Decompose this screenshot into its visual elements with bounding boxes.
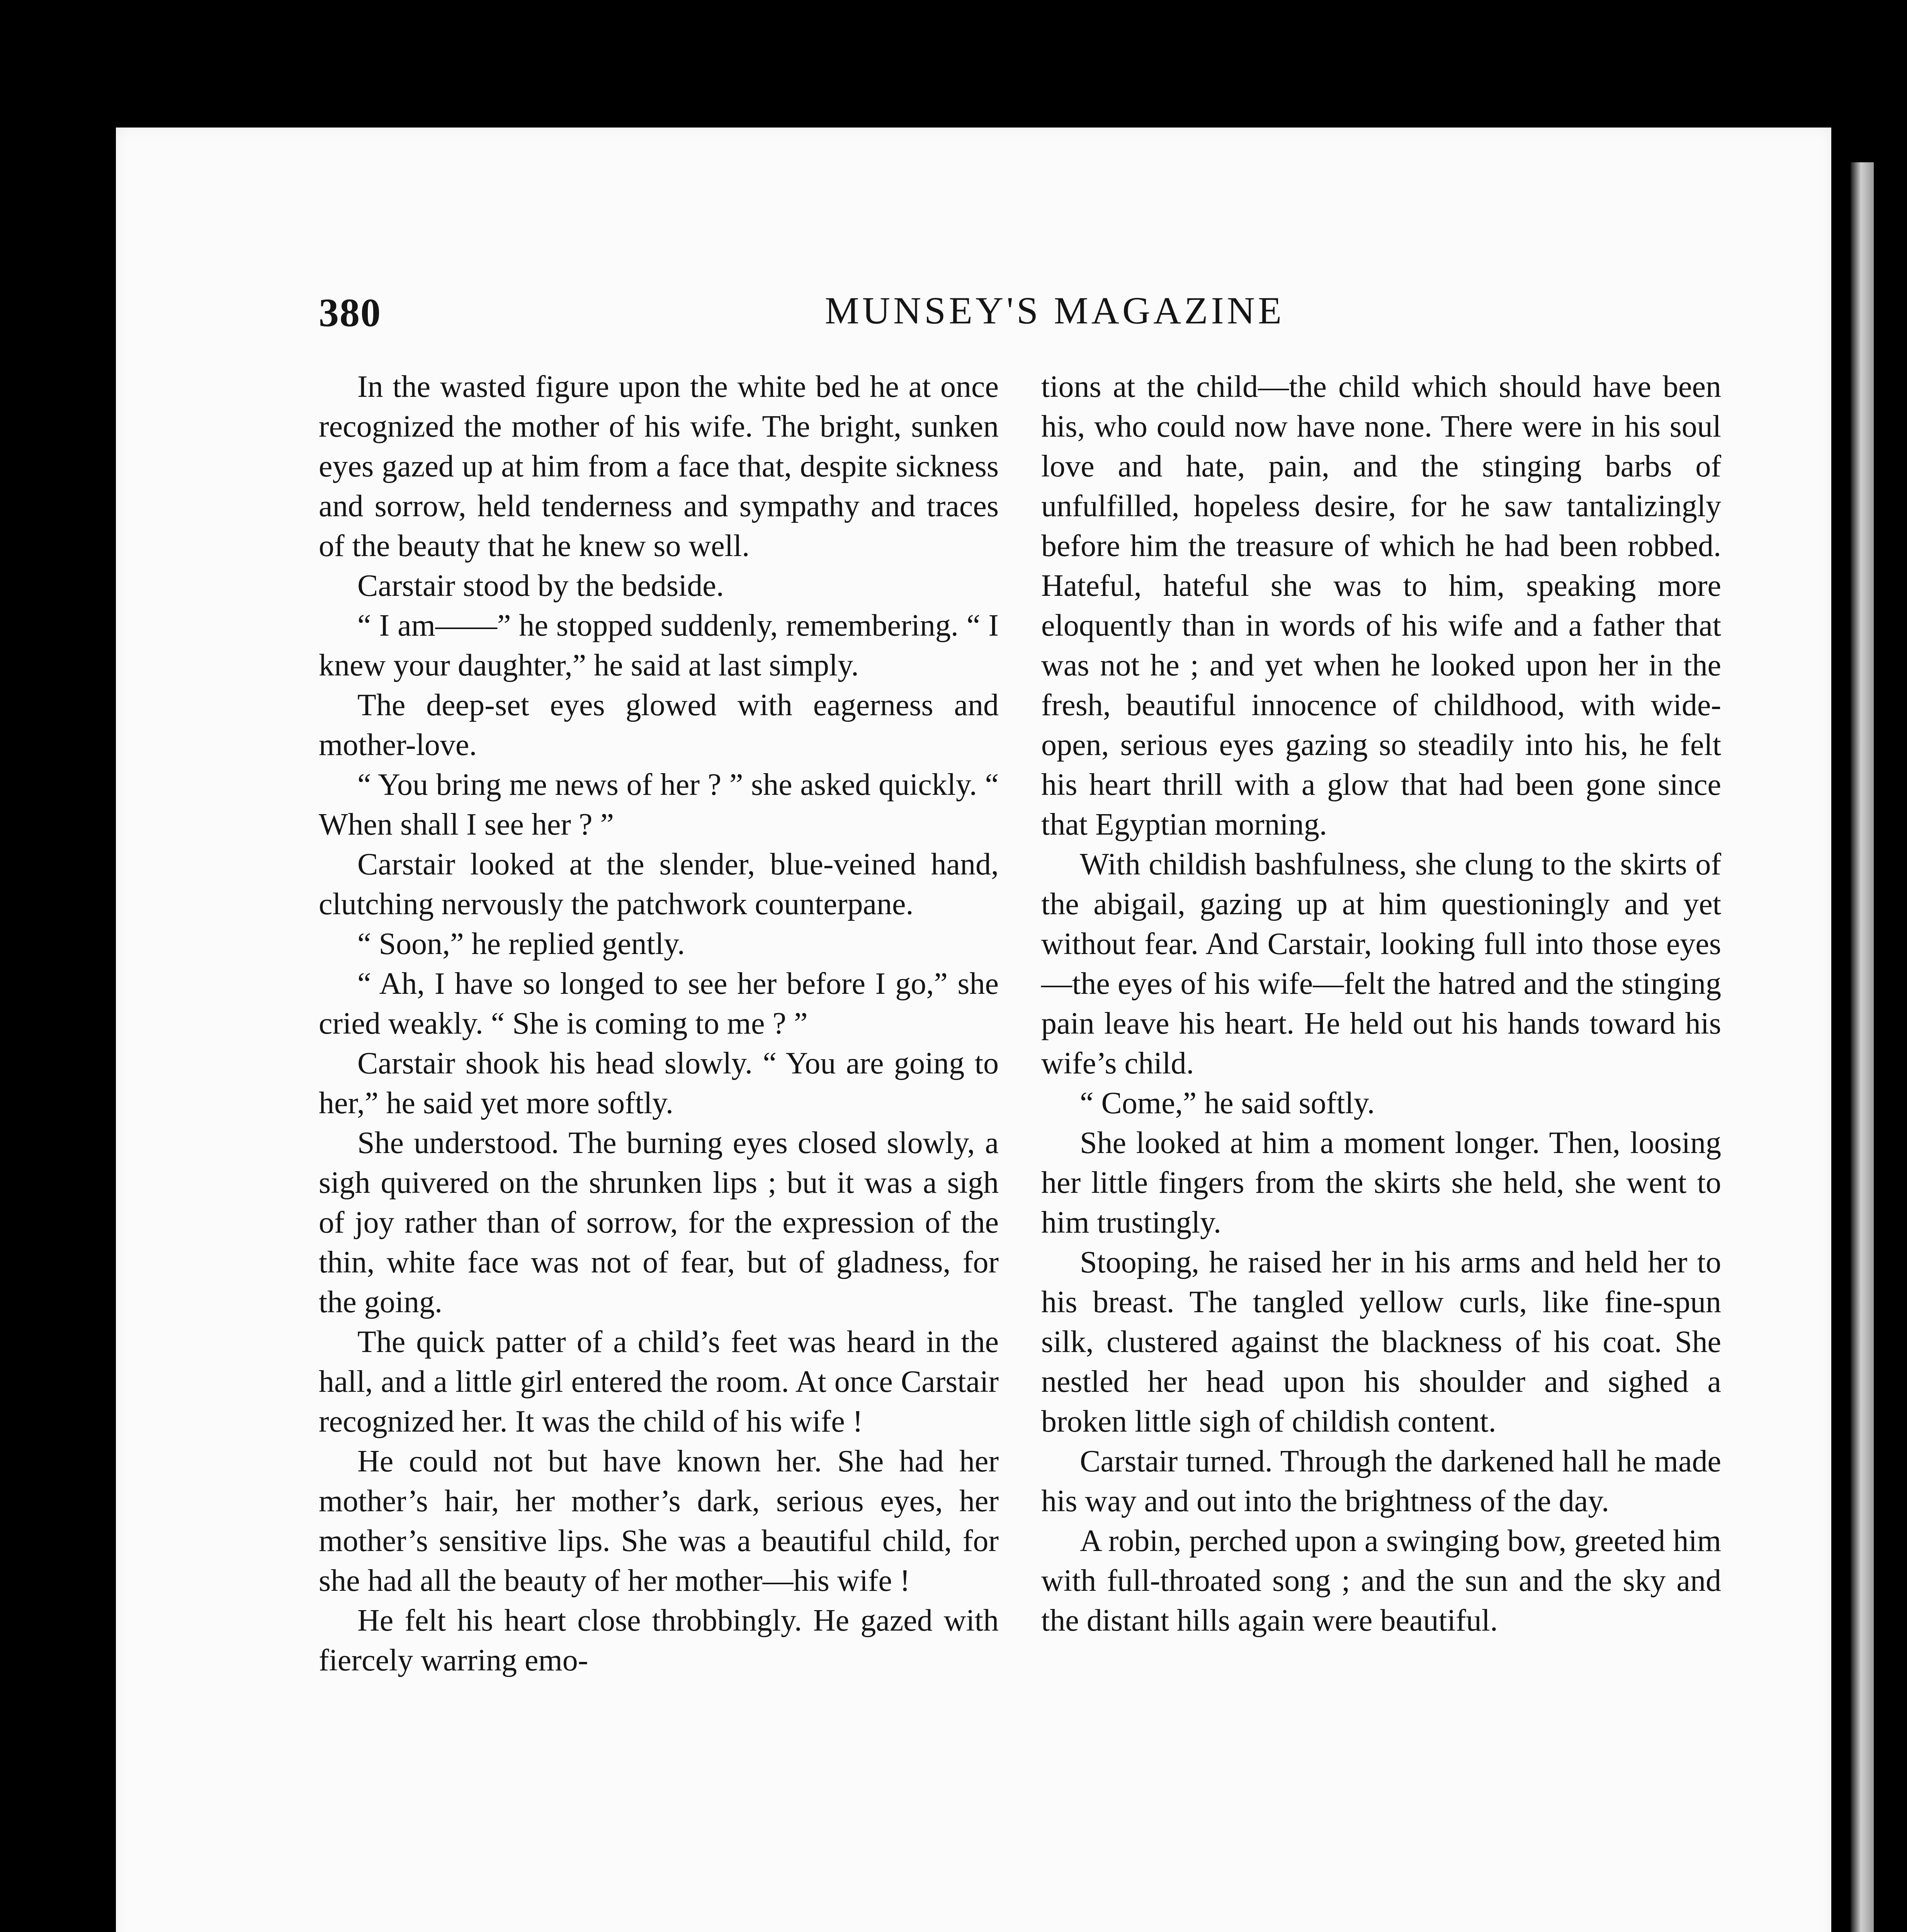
- story-paragraph: In the wasted figure upon the white bed he at once recognized the mother of his wife. The bright, sunken eyes gazed up at him from a face that, despite sickness and sorrow, held tenderness and sympathy and traces of the beauty that he knew so well.: [319, 370, 999, 563]
- story-paragraph: He could not but have known her. She had her mother’s hair, her mother’s dark, serious eyes, her mother’s sensitive lips. She was a beautiful child, for she had all the beauty of her mother—his wife !: [319, 1444, 999, 1598]
- story-paragraph: He felt his heart close throbbingly. He gazed with fiercely warring emo-: [319, 1604, 999, 1677]
- story-paragraph: “ I am——” he stopped suddenly, remembering. “ I knew your daughter,” he said at last simply.: [319, 609, 999, 682]
- facing-page-edge: [1851, 162, 1874, 1932]
- story-paragraph: tions at the child—the child which should have been his, who could now have none. There were in his soul love and hate, pain, and the stinging barbs of unfulfilled, hopeless desire, for he saw tantalizingly before him the treasure of which he had been robbed. Hateful, hateful she was to him, speaking more eloquently than in words of his wife and a father that was not he ; and yet when he looked upon her in the fresh, beautiful innocence of childhood, with wide-open, serious eyes gazing so steadily into his, he felt his heart thrill with a glow that had been gone since that Egyptian morning.: [1041, 370, 1721, 842]
- story-paragraph: Carstair shook his head slowly. “ You are going to her,” he said yet more softly.: [319, 1046, 999, 1120]
- story-paragraph: She looked at him a moment longer. Then, loosing her little fingers from the skirts she held, she went to him trustingly.: [1041, 1126, 1721, 1240]
- story-column-right: [1041, 367, 1721, 1641]
- magazine-title: MUNSEY'S MAGAZINE: [824, 289, 1285, 332]
- story-paragraph: Carstair stood by the bedside.: [357, 569, 724, 603]
- story-paragraph: A robin, perched upon a swinging bow, greeted him with full-throated song ; and the sun and the sky and the distant hills again were beautiful.: [1041, 1524, 1721, 1638]
- running-head: [116, 128, 1831, 335]
- story-paragraph: With childish bashfulness, she clung to the skirts of the abigail, gazing up at him questioningly and yet without fear. And Carstair, looking full into those eyes—the eyes of his wife—felt the hatred and the stinging pain leave his heart. He held out his hands toward his wife’s child.: [1041, 847, 1721, 1080]
- story-paragraph: “ Soon,” he replied gently.: [357, 927, 685, 961]
- story-paragraph: She understood. The burning eyes closed slowly, a sigh quivered on the shrunken lips ; but it was a sigh of joy rather than of sorrow, for the expression of the thin, white face was not of fear, but of gladness, for the going.: [319, 1126, 999, 1319]
- story-paragraph: Carstair turned. Through the darkened hall he made his way and out into the brightness of the day.: [1041, 1444, 1721, 1518]
- story-paragraph: “ Ah, I have so longed to see her before I go,” she cried weakly. “ She is coming to me ? ”: [319, 967, 999, 1041]
- story-paragraph: Stooping, he raised her in his arms and held her to his breast. The tangled yellow curls, like fine-spun silk, clustered against the blackness of his coat. She nestled her head upon his shoulder and sighed a broken little sigh of childish content.: [1041, 1245, 1721, 1439]
- story-paragraph: The quick patter of a child’s feet was heard in the hall, and a little girl entered the room. At once Carstair recognized her. It was the child of his wife !: [319, 1325, 999, 1439]
- story-paragraph: The deep-set eyes glowed with eagerness and mother-love.: [319, 688, 999, 762]
- story-paragraph: Carstair looked at the slender, blue-veined hand, clutching nervously the patchwork counterpane.: [319, 847, 999, 921]
- page-number: 380: [319, 291, 381, 335]
- story-paragraph: “ Come,” he said softly.: [1080, 1086, 1375, 1120]
- story-paragraph: “ You bring me news of her ? ” she asked quickly. “ When shall I see her ? ”: [319, 768, 999, 842]
- magazine-page: [116, 128, 1831, 1932]
- story-column-left: [319, 367, 999, 1680]
